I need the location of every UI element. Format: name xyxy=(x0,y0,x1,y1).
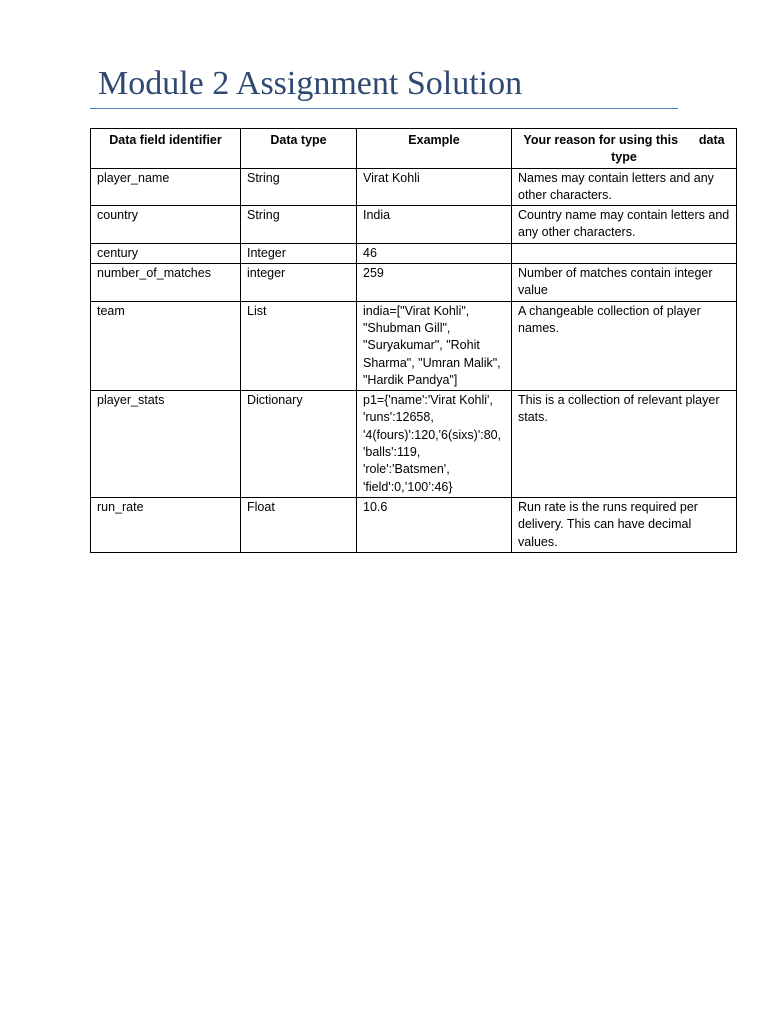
cell-identifier: run_rate xyxy=(91,497,241,552)
column-header-data-field-identifier: Data field identifier xyxy=(91,129,241,169)
data-fields-table xyxy=(90,128,737,553)
cell-reason: A changeable collection of player names. xyxy=(512,301,737,390)
cell-identifier: player_stats xyxy=(91,391,241,498)
cell-example: India xyxy=(357,206,512,244)
table-row xyxy=(91,243,737,263)
cell-reason xyxy=(512,243,737,263)
cell-data-type: Integer xyxy=(241,243,357,263)
cell-reason: Names may contain letters and any other characters. xyxy=(512,168,737,206)
cell-identifier: country xyxy=(91,206,241,244)
table-row xyxy=(91,391,737,498)
cell-identifier: century xyxy=(91,243,241,263)
cell-reason: Number of matches contain integer value xyxy=(512,264,737,302)
cell-identifier: player_name xyxy=(91,168,241,206)
table-row xyxy=(91,206,737,244)
cell-identifier: team xyxy=(91,301,241,390)
table-row xyxy=(91,301,737,390)
cell-example: p1={'name':'Virat Kohli', 'runs':12658, '4(fours)':120,'6(sixs)':80, 'balls':119, 'role':'Batsmen', 'field':0,’100’:46} xyxy=(357,391,512,498)
cell-reason: Run rate is the runs required per delivery. This can have decimal values. xyxy=(512,497,737,552)
cell-example: Virat Kohli xyxy=(357,168,512,206)
cell-example: 259 xyxy=(357,264,512,302)
column-header-reason: Your reason for using this data type xyxy=(512,129,737,169)
table-row xyxy=(91,497,737,552)
cell-reason: Country name may contain letters and any other characters. xyxy=(512,206,737,244)
table-row xyxy=(91,264,737,302)
cell-reason: This is a collection of relevant player stats. xyxy=(512,391,737,498)
page-title: Module 2 Assignment Solution xyxy=(98,65,523,102)
title-underline xyxy=(90,108,678,109)
cell-example: india=["Virat Kohli", "Shubman Gill", "Suryakumar", "Rohit Sharma", "Umran Malik", "Hardik Pandya"] xyxy=(357,301,512,390)
table-header-row xyxy=(91,129,737,169)
column-header-data-type: Data type xyxy=(241,129,357,169)
cell-data-type: List xyxy=(241,301,357,390)
column-header-example: Example xyxy=(357,129,512,169)
cell-data-type: String xyxy=(241,168,357,206)
table-row xyxy=(91,168,737,206)
cell-data-type: integer xyxy=(241,264,357,302)
cell-example: 46 xyxy=(357,243,512,263)
cell-example: 10.6 xyxy=(357,497,512,552)
cell-data-type: String xyxy=(241,206,357,244)
cell-data-type: Float xyxy=(241,497,357,552)
cell-data-type: Dictionary xyxy=(241,391,357,498)
cell-identifier: number_of_matches xyxy=(91,264,241,302)
